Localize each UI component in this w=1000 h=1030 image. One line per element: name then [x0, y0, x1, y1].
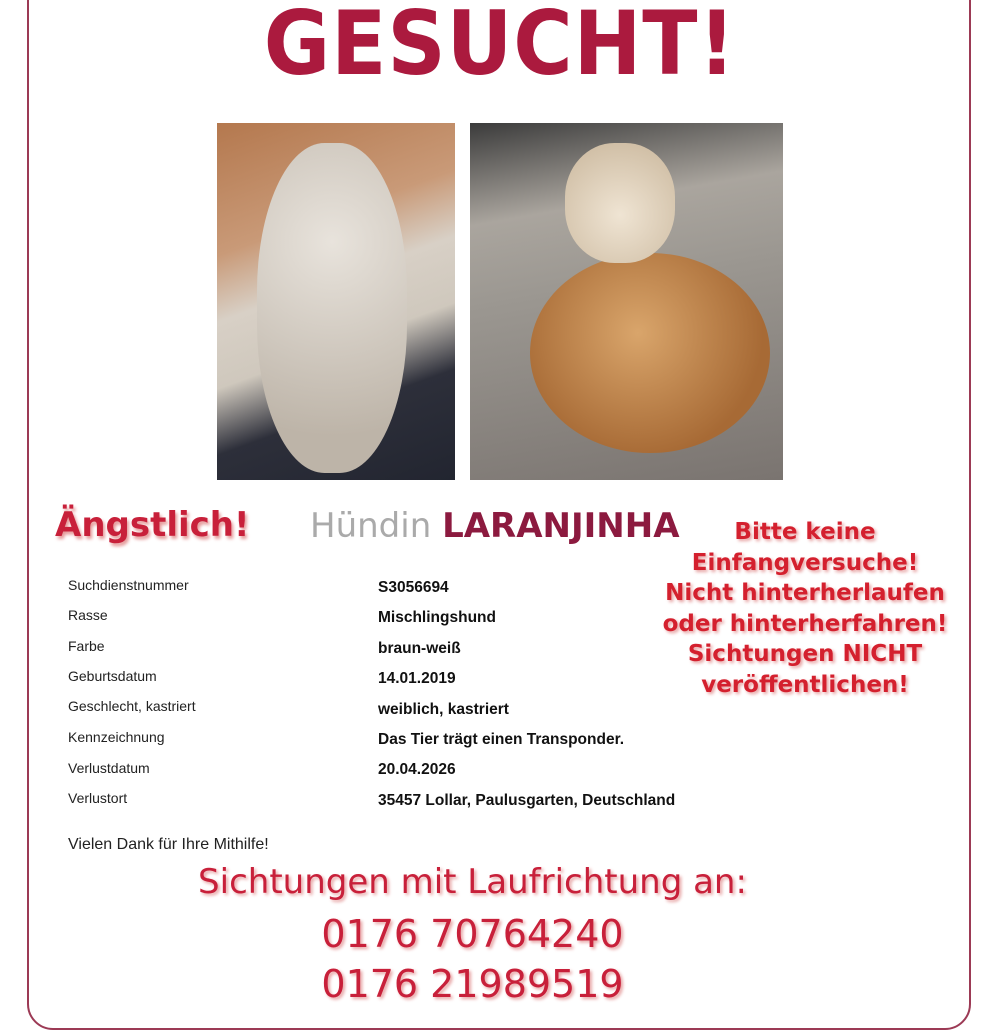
detail-value: braun-weiß — [378, 640, 461, 657]
detail-label: Geschlecht, kastriert — [68, 698, 196, 714]
phone-number: 0176 70764240 — [321, 912, 624, 956]
detail-label: Suchdienstnummer — [68, 577, 189, 593]
detail-label: Verlustdatum — [68, 760, 150, 776]
dog-photo-lying — [470, 123, 783, 480]
detail-value: S3056694 — [378, 579, 449, 596]
dog-photo-sitting — [217, 123, 455, 480]
warning-line: Sichtungen NICHT — [687, 641, 923, 667]
detail-value: Mischlingshund — [378, 609, 496, 626]
detail-value: 35457 Lollar, Paulusgarten, Deutschland — [378, 792, 676, 809]
detail-value: Das Tier trägt einen Transponder. — [378, 731, 625, 748]
contact-heading: Sichtungen mit Laufrichtung an: — [198, 862, 747, 902]
warning-line: oder hinterherfahren! — [662, 610, 948, 637]
detail-label: Geburtsdatum — [68, 668, 157, 684]
warning-line: Bitte keine — [734, 519, 876, 545]
detail-label: Farbe — [68, 638, 105, 654]
detail-value: weiblich, kastriert — [378, 701, 509, 718]
warning-line: Einfangversuche! — [691, 549, 919, 576]
detail-label: Rasse — [68, 607, 108, 623]
detail-label: Kennzeichnung — [68, 729, 165, 745]
detail-label: Verlustort — [68, 790, 128, 806]
shy-label: Ängstlich! — [55, 505, 250, 545]
warning-text — [640, 517, 970, 700]
thanks-text: Vielen Dank für Ihre Mithilfe! — [68, 836, 269, 853]
detail-value: 14.01.2019 — [378, 670, 456, 687]
dog-name — [310, 506, 680, 546]
dog-name-text: LARANJINHA — [442, 506, 680, 546]
dog-prefix: Hündin — [310, 506, 432, 546]
detail-value: 20.04.2026 — [378, 761, 456, 778]
warning-line: veröffentlichen! — [701, 671, 909, 698]
warning-line: Nicht hinterherlaufen — [665, 580, 945, 606]
phone-number: 0176 21989519 — [321, 962, 624, 1006]
poster-title: GESUCHT! — [263, 0, 737, 95]
